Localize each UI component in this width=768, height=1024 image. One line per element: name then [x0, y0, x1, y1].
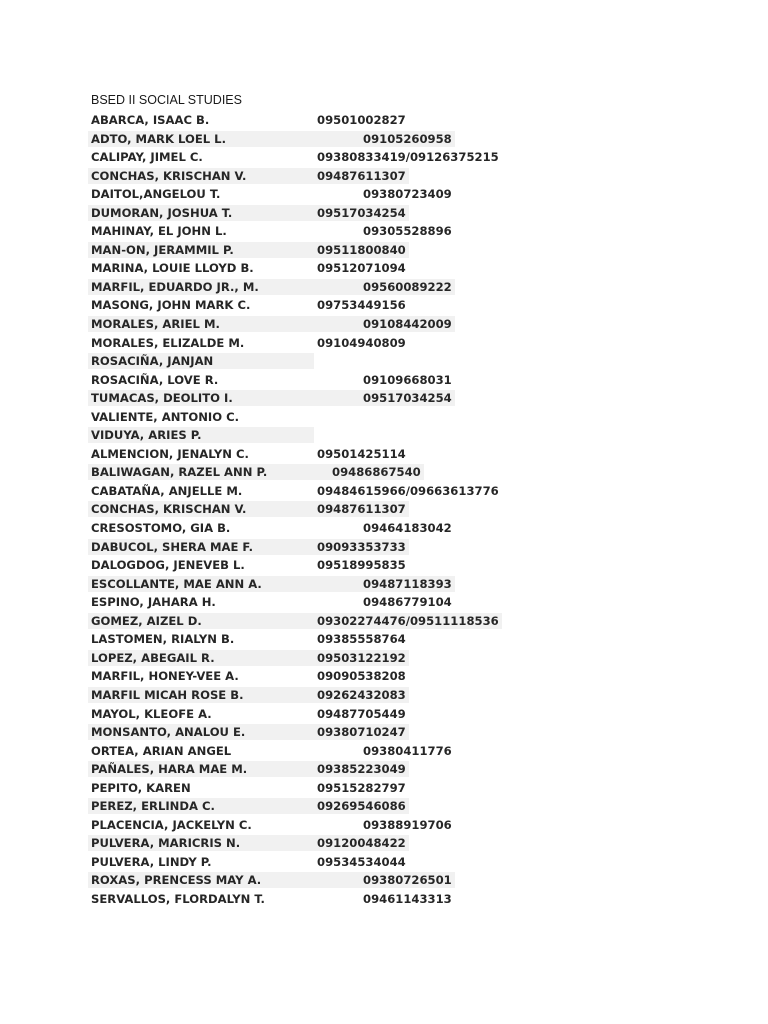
student-name: LASTOMEN, RIALYN B.	[91, 632, 235, 647]
roster-row	[88, 500, 518, 519]
student-phone: 09753449156	[317, 298, 406, 313]
roster-row	[88, 426, 518, 445]
student-phone: 09093353733	[314, 539, 409, 555]
student-phone: 09104940809	[317, 335, 406, 350]
roster-row	[88, 853, 518, 872]
roster-row	[88, 204, 518, 223]
student-name: PEREZ, ERLINDA C.	[88, 798, 314, 814]
roster-row	[88, 686, 518, 705]
student-phone: 09380833419/09126375215	[317, 150, 499, 165]
roster-row	[88, 779, 518, 798]
student-name: GOMEZ, AIZEL D.	[88, 613, 314, 629]
roster-row	[88, 649, 518, 668]
student-name: LOPEZ, ABEGAIL R.	[88, 650, 314, 666]
student-phone: 09380411776	[363, 743, 452, 758]
roster-row	[88, 797, 518, 816]
student-name: ADTO, MARK LOEL L.	[88, 131, 314, 147]
student-roster	[88, 111, 518, 909]
student-name: MARFIL, HONEY-VEE A.	[91, 669, 239, 684]
roster-row	[88, 259, 518, 278]
student-phone: 09487611307	[314, 501, 409, 517]
student-name: TUMACAS, DEOLITO I.	[88, 390, 314, 406]
student-name: ROSACIÑA, LOVE R.	[91, 372, 219, 387]
student-name: VALIENTE, ANTONIO C.	[91, 409, 240, 424]
student-phone: 09461143313	[363, 891, 452, 906]
student-phone: 09486779104	[363, 595, 452, 610]
document-title: BSED II SOCIAL STUDIES	[91, 93, 242, 107]
roster-row	[88, 185, 518, 204]
student-name: PEPITO, KAREN	[91, 780, 191, 795]
student-name: MONSANTO, ANALOU E.	[88, 724, 314, 740]
roster-row	[88, 334, 518, 353]
student-phone: 09305528896	[363, 224, 452, 239]
roster-row	[88, 296, 518, 315]
student-name: PAÑALES, HARA MAE M.	[88, 761, 314, 777]
roster-row	[88, 222, 518, 241]
student-phone: 09302274476/09511118536	[314, 613, 502, 629]
roster-row	[88, 612, 518, 631]
student-phone: 09501002827	[317, 113, 406, 127]
roster-row	[88, 241, 518, 260]
student-phone: 09109668031	[363, 372, 452, 387]
student-name: MARFIL MICAH ROSE B.	[88, 687, 314, 703]
roster-row	[88, 352, 518, 371]
student-name: MAHINAY, EL JOHN L.	[91, 224, 227, 239]
student-phone: 09487611307	[314, 168, 409, 184]
roster-row	[88, 723, 518, 742]
student-name: DAITOL,ANGELOU T.	[91, 187, 221, 202]
student-phone: 09560089222	[314, 279, 455, 295]
roster-row	[88, 593, 518, 612]
student-phone: 09269546086	[314, 798, 409, 814]
roster-row	[88, 148, 518, 167]
student-name: PULVERA, MARICRIS N.	[88, 835, 314, 851]
student-phone: 09385558764	[317, 632, 406, 647]
student-phone: 09120048422	[314, 835, 409, 851]
student-phone: 09517034254	[314, 390, 455, 406]
student-phone: 09262432083	[314, 687, 409, 703]
roster-row	[88, 556, 518, 575]
roster-row	[88, 519, 518, 538]
student-name: CALIPAY, JIMEL C.	[91, 150, 203, 165]
student-name: VIDUYA, ARIES P.	[88, 427, 314, 443]
roster-row	[88, 389, 518, 408]
roster-row	[88, 111, 518, 130]
student-phone: 09486867540	[314, 464, 424, 480]
roster-row	[88, 705, 518, 724]
student-name: CRESOSTOMO, GIA B.	[91, 521, 231, 536]
roster-row	[88, 742, 518, 761]
student-phone: 09380723409	[363, 187, 452, 202]
student-phone: 09380710247	[314, 724, 409, 740]
student-phone: 09464183042	[363, 521, 452, 536]
student-name: PULVERA, LINDY P.	[91, 854, 212, 869]
roster-row	[88, 445, 518, 464]
roster-row	[88, 890, 518, 909]
student-name: MAN-ON, JERAMMIL P.	[88, 242, 314, 258]
student-phone: 09511800840	[314, 242, 409, 258]
student-name: ROXAS, PRENCESS MAY A.	[88, 872, 314, 888]
student-name: ESCOLLANTE, MAE ANN A.	[88, 576, 314, 592]
student-name: BALIWAGAN, RAZEL ANN P.	[88, 464, 314, 480]
student-name: MORALES, ARIEL M.	[88, 316, 314, 332]
student-name: ALMENCION, JENALYN C.	[91, 446, 249, 461]
roster-row	[88, 538, 518, 557]
student-phone: 09108442009	[314, 316, 455, 332]
roster-row	[88, 871, 518, 890]
student-phone: 09487118393	[314, 576, 455, 592]
student-name: DABUCOL, SHERA MAE F.	[88, 539, 314, 555]
student-phone: 09090538208	[317, 669, 406, 684]
student-phone: 09388919706	[363, 817, 452, 832]
roster-row	[88, 760, 518, 779]
student-name: MARFIL, EDUARDO JR., M.	[88, 279, 314, 295]
roster-row	[88, 408, 518, 427]
roster-row	[88, 630, 518, 649]
roster-row	[88, 834, 518, 853]
student-phone: 09501425114	[317, 446, 406, 461]
student-phone: 09517034254	[314, 205, 409, 221]
student-name: SERVALLOS, FLORDALYN T.	[91, 891, 265, 906]
student-name: CABATAÑA, ANJELLE M.	[91, 483, 243, 498]
roster-row	[88, 130, 518, 149]
student-phone: 09385223049	[314, 761, 409, 777]
student-phone: 09518995835	[317, 558, 406, 573]
student-name: ROSACIÑA, JANJAN	[88, 353, 314, 369]
student-phone: 09105260958	[314, 131, 455, 147]
student-name: ORTEA, ARIAN ANGEL	[91, 743, 232, 758]
student-name: MASONG, JOHN MARK C.	[91, 298, 251, 313]
roster-row	[88, 315, 518, 334]
roster-row	[88, 167, 518, 186]
student-name: DALOGDOG, JENEVEB L.	[91, 558, 245, 573]
roster-row	[88, 575, 518, 594]
student-name: PLACENCIA, JACKELYN C.	[91, 817, 252, 832]
roster-row	[88, 371, 518, 390]
student-name: CONCHAS, KRISCHAN V.	[88, 501, 314, 517]
student-phone: 09534534044	[317, 854, 406, 869]
student-name: ESPINO, JAHARA H.	[91, 595, 216, 610]
student-phone: 09512071094	[317, 261, 406, 276]
roster-row	[88, 667, 518, 686]
student-phone: 09515282797	[317, 780, 406, 795]
student-name: DUMORAN, JOSHUA T.	[88, 205, 314, 221]
student-name: MORALES, ELIZALDE M.	[91, 335, 245, 350]
student-name: ABARCA, ISAAC B.	[91, 113, 210, 127]
student-phone: 09487705449	[317, 706, 406, 721]
roster-row	[88, 482, 518, 501]
student-name: MARINA, LOUIE LLOYD B.	[91, 261, 254, 276]
student-name: CONCHAS, KRISCHAN V.	[88, 168, 314, 184]
roster-row	[88, 816, 518, 835]
student-name: MAYOL, KLEOFE A.	[91, 706, 212, 721]
roster-row	[88, 463, 518, 482]
student-phone: 09503122192	[314, 650, 409, 666]
roster-row	[88, 278, 518, 297]
student-phone: 09484615966/09663613776	[317, 483, 499, 498]
student-phone: 09380726501	[314, 872, 455, 888]
